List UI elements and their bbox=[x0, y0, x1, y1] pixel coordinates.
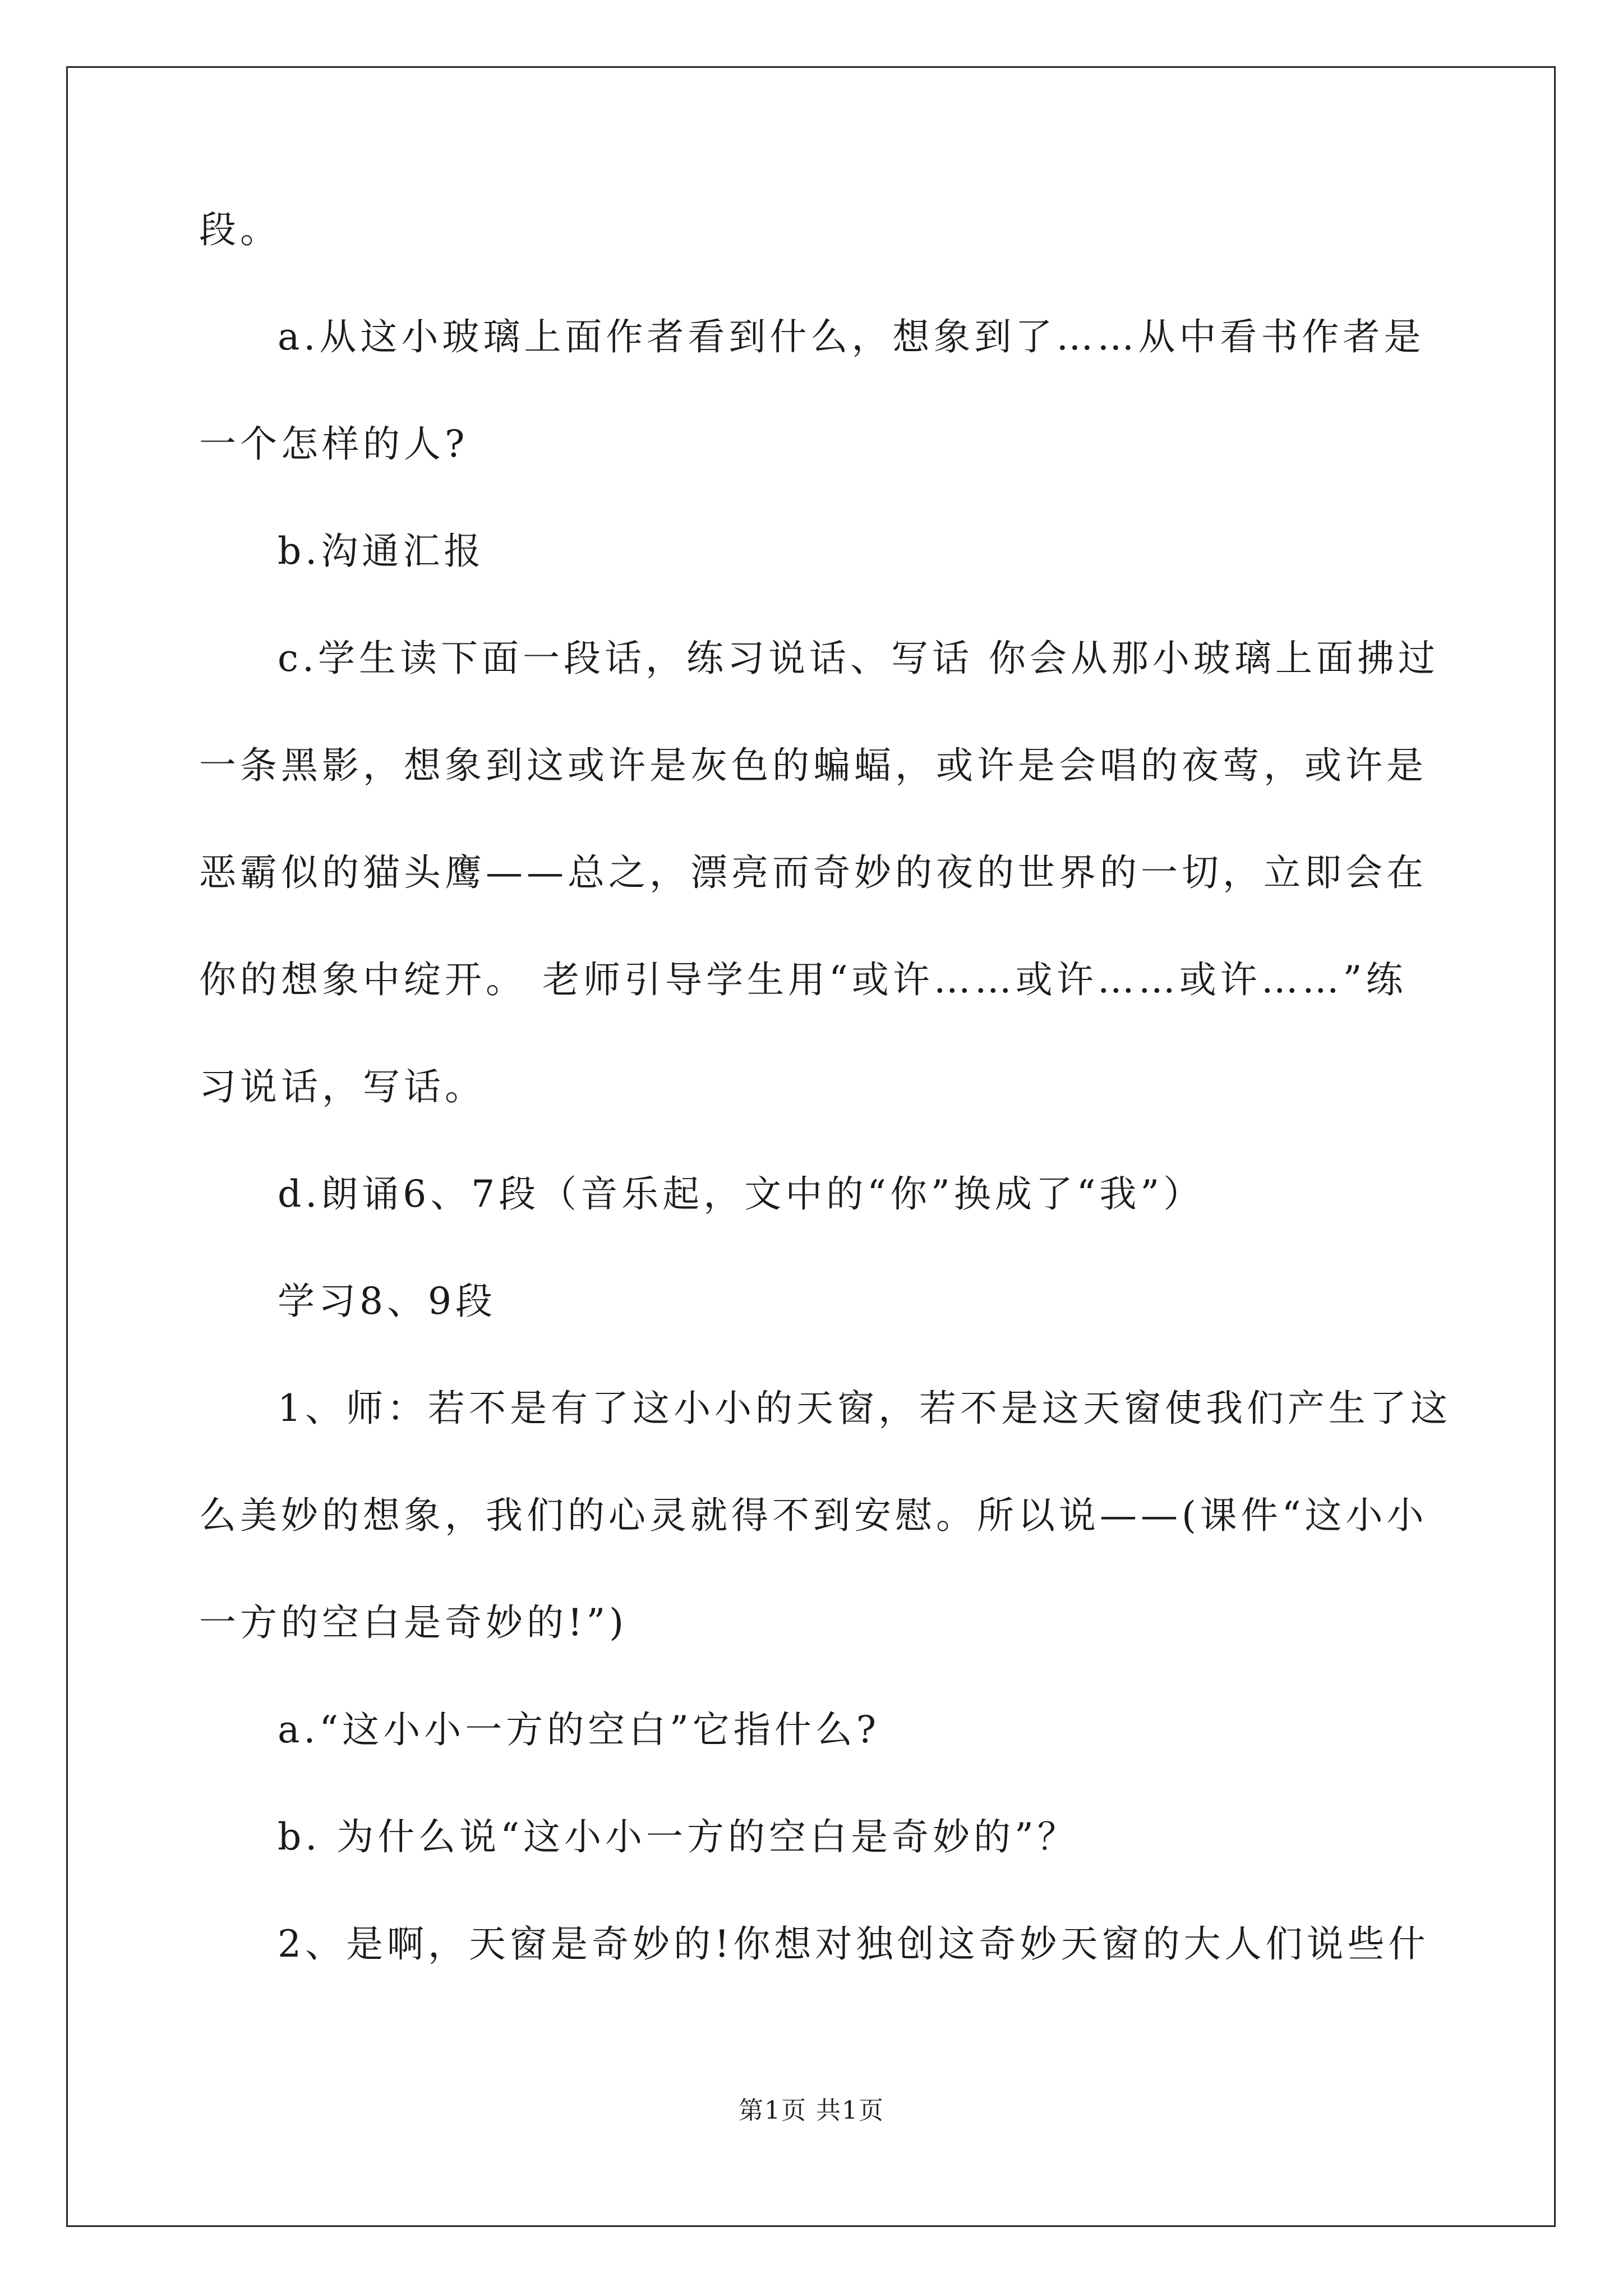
text-line: 你的想象中绽开。 老师引导学生用“或许……或许……或许……”练 bbox=[199, 958, 1407, 1001]
text-line: c.学生读下面一段话，练习说话、写话 你会从那小玻璃上面拂过 bbox=[278, 637, 1439, 680]
text-line: 习说话，写话。 bbox=[199, 1065, 486, 1108]
text-line: 恶霸似的猫头鹰——总之，漂亮而奇妙的夜的世界的一切，立即会在 bbox=[199, 851, 1427, 894]
text-line: 一个怎样的人? bbox=[199, 422, 469, 466]
text-line: 2、是啊，天窗是奇妙的!你想对独创这奇妙天窗的大人们说些什 bbox=[278, 1922, 1430, 1966]
text-line: 一条黑影，想象到这或许是灰色的蝙蝠，或许是会唱的夜莺，或许是 bbox=[199, 744, 1427, 787]
text-line: 段。 bbox=[199, 208, 281, 251]
text-line: 1、师：若不是有了这小小的天窗，若不是这天窗使我们产生了这 bbox=[278, 1387, 1451, 1430]
page-number-footer: 第1页 共1页 bbox=[739, 2096, 884, 2125]
text-line: 一方的空白是奇妙的!”) bbox=[199, 1601, 628, 1644]
text-line: d.朗诵6、7段（音乐起，文中的“你”换成了“我”） bbox=[278, 1172, 1205, 1216]
page-border bbox=[66, 66, 1556, 2227]
text-line: a.从这小玻璃上面作者看到什么，想象到了……从中看书作者是 bbox=[278, 315, 1425, 358]
text-line: 么美妙的想象，我们的心灵就得不到安慰。所以说——(课件“这小小 bbox=[199, 1494, 1428, 1537]
text-line: a.“这小小一方的空白”它指什么? bbox=[278, 1708, 880, 1751]
text-line: b. 为什么说“这小小一方的空白是奇妙的”？ bbox=[278, 1815, 1078, 1858]
text-line: 学习8、9段 bbox=[278, 1280, 496, 1323]
text-line: b.沟通汇报 bbox=[278, 530, 485, 573]
